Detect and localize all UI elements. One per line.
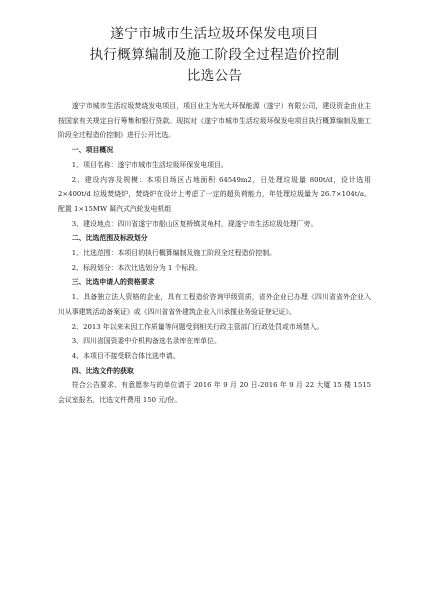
section-2-item-2: 2、标段划分：本次比选划分为 1 个标段。 [71, 263, 203, 272]
section-4-item-1: 符合公告要求、有意愿参与的单位请于 2016 年 9 月 20 日-2016 年 9 月 22 大厦 15 楼 1515 会议室报名，比选文件费用 150 元/份。 [58, 381, 371, 405]
document-title-line-3: 比选公告 [186, 68, 243, 84]
document-title-line-2: 执行概算编制及施工阶段全过程造价控制 [89, 47, 340, 63]
section-1-item-3: 3、建设地点：四川省遂宁市船山区复桥镇灵龟村，现遂宁市生活垃圾处理厂旁。 [71, 219, 318, 228]
section-3-item-2: 2、2013 年以来未因工作质量等问题受到相关行政主管部门行政处罚或市场禁入。 [71, 322, 324, 331]
section-4-heading: 四、比选文件的获取 [71, 366, 134, 375]
section-1-heading: 一、项目概况 [71, 146, 114, 155]
section-3-item-1: 1、具备独立法人资格的企业，具有工程造价咨询甲级资质，省外企业已办理《四川省省外企业入川从事建筑活动备案证》或《四川省省外建筑企业入川承揽业务验证登记证》。 [58, 293, 371, 316]
section-3-item-4: 4、本项目不接受联合体比选申请。 [71, 351, 180, 360]
intro-paragraph: 遂宁市城市生活垃圾焚烧发电项目，项目业主为光大环保能源（遂宁）有限公司，建设资金由业主按国家有关规定自行筹集和银行贷款。现拟对《遂宁市城市生活垃圾环保发电项目执行概算编制及施工阶段全过程造价控制》进行公开比选。 [58, 102, 371, 140]
section-1-item-2: 2、建设内容及规模：本项目场区占地面积 64549m2，日处理垃圾量 800t/d，设计选用 2×400t/d 垃圾焚烧炉，焚烧炉在设计上考虑了一定的超负荷能力，年处理垃圾量为 26.7×104t/a。配置 1×15MW 凝汽式汽轮发电机组 [58, 175, 371, 213]
document-body [58, 99, 371, 408]
section-3-heading: 三、比选申请人的资格要求 [71, 278, 155, 287]
document-title-line-1: 遂宁市城市生活垃圾环保发电项目 [110, 26, 319, 42]
section-2-item-1: 1、比选范围：本项目的执行概算编制及施工阶段全过程造价控制。 [71, 249, 277, 258]
section-3-item-3: 3、四川省国资委中介机构备选名录库在库单位。 [71, 337, 221, 346]
section-1-item-1: 1、项目名称：遂宁市城市生活垃圾环保发电项目。 [71, 160, 228, 169]
section-2-heading: 二、比选范围及标段划分 [71, 234, 148, 243]
